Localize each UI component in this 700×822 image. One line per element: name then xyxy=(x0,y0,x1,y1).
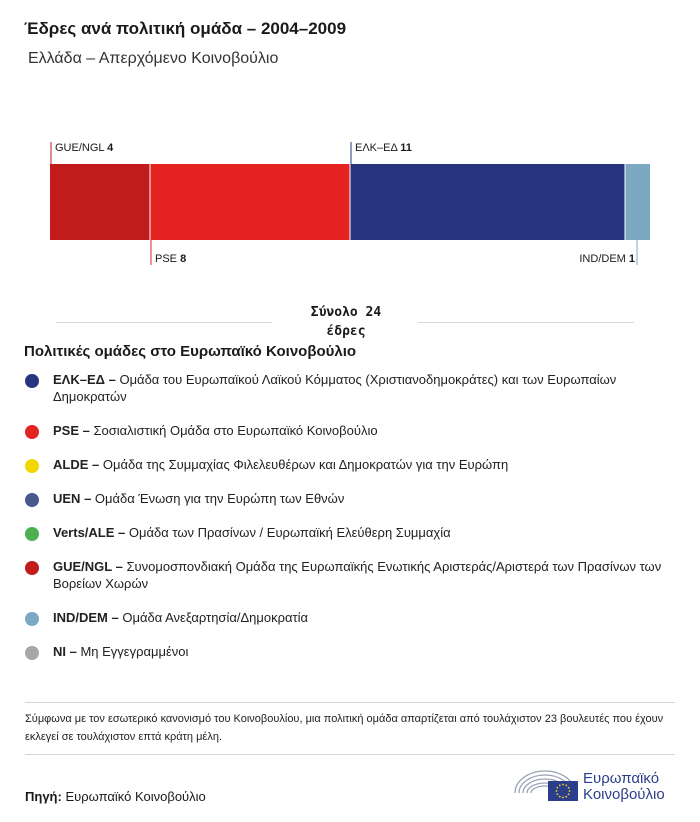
legend-desc: Σοσιαλιστική Ομάδα στο Ευρωπαϊκό Κοινοβούλιο xyxy=(93,423,378,438)
legend-item-pse: PSE – Σοσιαλιστική Ομάδα στο Ευρωπαϊκό Κοινοβούλιο xyxy=(25,422,665,439)
total-divider-right xyxy=(418,322,634,323)
legend-code: ALDE xyxy=(53,457,89,472)
legend-code: IND/DEM xyxy=(53,610,108,625)
legend-code: Verts/ALE xyxy=(53,525,115,540)
legend-desc: Ομάδα Ένωση για την Ευρώπη των Εθνών xyxy=(94,491,345,506)
source-label: Πηγή: xyxy=(25,789,62,804)
bar-segment-ελκ-εδ xyxy=(350,164,625,240)
stacked-seat-chart xyxy=(0,130,700,280)
legend-desc: Μη Εγγεγραμμένοι xyxy=(80,644,189,659)
legend xyxy=(25,371,665,660)
star-icon xyxy=(568,793,570,795)
alde-color-dot xyxy=(25,459,39,473)
logo-line1: Ευρωπαϊκό xyxy=(583,770,660,787)
star-icon xyxy=(562,797,564,799)
star-icon xyxy=(559,796,561,798)
legend-item-alde: ALDE – Ομάδα της Συμμαχίας Φιλελευθέρων και Δημοκρατών για την Ευρώπη xyxy=(25,456,665,473)
legend-item-uen: UEN – Ομάδα Ένωση για την Ευρώπη των Εθνών xyxy=(25,490,665,507)
legend-code: ΕΛΚ–ΕΔ xyxy=(53,372,105,387)
bar-segment-ind-dem xyxy=(625,164,650,240)
total-divider-left xyxy=(56,322,272,323)
legend-title: Πολιτικές ομάδες στο Ευρωπαϊκό Κοινοβούλιο xyxy=(24,343,357,360)
footnote: Σύμφωνα με τον εσωτερικό κανονισμό του Κοινοβουλίου, μια πολιτική ομάδα απαρτίζεται από τουλάχιστον 23 βουλευτές που έχουν εκλεγεί σε τουλάχιστον επτά κράτη μέλη. xyxy=(25,713,664,743)
legend-desc: Ομάδα των Πρασίνων / Ευρωπαϊκή Ελεύθερη Συμμαχία xyxy=(128,525,451,540)
legend-item-ni: NI – Μη Εγγεγραμμένοι xyxy=(25,643,665,660)
pse-color-dot xyxy=(25,425,39,439)
legend-item-verts-ale: Verts/ALE – Ομάδα των Πρασίνων / Ευρωπαϊκή Ελεύθερη Συμμαχία xyxy=(25,524,665,541)
source xyxy=(25,789,206,804)
european-parliament-logo[interactable] xyxy=(513,763,683,805)
logo-line2: Κοινοβούλιο xyxy=(583,786,665,803)
bar-segment-gue-ngl xyxy=(50,164,150,240)
epp-ed-color-dot xyxy=(25,374,39,388)
legend-item-gue-ngl: GUE/NGL – Συνομοσπονδιακή Ομάδα της Ευρωπαϊκής Ενωτικής Αριστεράς/Αριστερά των Πρασίνων των Βορείων Χωρών xyxy=(25,558,665,592)
legend-desc: Ομάδα της Συμμαχίας Φιλελευθέρων και Δημοκρατών για την Ευρώπη xyxy=(102,457,509,472)
star-icon xyxy=(556,787,558,789)
legend-item-epp-ed: ΕΛΚ–ΕΔ – Ομάδα του Ευρωπαϊκού Λαϊκού Κόμματος (Χριστιανοδημοκράτες) και των Ευρωπαίων Δημοκρατών xyxy=(25,371,665,405)
star-icon xyxy=(569,790,571,792)
legend-desc: Ομάδα Ανεξαρτησία/Δημοκρατία xyxy=(122,610,309,625)
ind-dem-color-dot xyxy=(25,612,39,626)
total-seats-line1: Σύνολο 24 xyxy=(310,305,382,320)
legend-code: GUE/NGL xyxy=(53,559,112,574)
chart-subtitle: Ελλάδα – Απερχόμενο Κοινοβούλιο xyxy=(28,50,279,67)
star-icon xyxy=(565,784,567,786)
star-icon xyxy=(562,784,564,786)
data-label-ελκ-εδ: ΕΛΚ–ΕΔ 11 xyxy=(355,142,412,154)
bar-segment-pse xyxy=(150,164,350,240)
total-seats xyxy=(274,303,418,341)
chart-title: Έδρες ανά πολιτική ομάδα – 2004–2009 xyxy=(24,19,347,38)
note-divider-top xyxy=(25,702,675,703)
star-icon xyxy=(565,796,567,798)
total-seats-line2: έδρες xyxy=(326,324,366,339)
parliament-emblem-icon xyxy=(513,763,579,805)
star-icon xyxy=(559,784,561,786)
verts-ale-color-dot xyxy=(25,527,39,541)
data-label-gue-ngl: GUE/NGL 4 xyxy=(55,142,114,154)
source-text: Ευρωπαϊκό Κοινοβούλιο xyxy=(65,789,206,804)
legend-desc: Συνομοσπονδιακή Ομάδα της Ευρωπαϊκής Ενωτικής Αριστεράς/Αριστερά των Πρασίνων των Βορείων Χωρών xyxy=(53,559,662,591)
legend-code: NI xyxy=(53,644,66,659)
star-icon xyxy=(556,793,558,795)
legend-item-ind-dem: IND/DEM – Ομάδα Ανεξαρτησία/Δημοκρατία xyxy=(25,609,665,626)
data-label-pse: PSE 8 xyxy=(155,253,187,265)
legend-code: PSE xyxy=(53,423,80,438)
data-label-ind-dem: IND/DEM 1 xyxy=(579,253,635,265)
star-icon xyxy=(568,787,570,789)
star-icon xyxy=(556,790,558,792)
ni-color-dot xyxy=(25,646,39,660)
gue-ngl-color-dot xyxy=(25,561,39,575)
note-divider-bottom xyxy=(25,754,675,755)
legend-code: UEN xyxy=(53,491,81,506)
logo-text xyxy=(583,771,665,803)
legend-desc: Ομάδα του Ευρωπαϊκού Λαϊκού Κόμματος (Χριστιανοδημοκράτες) και των Ευρωπαίων Δημοκρατών xyxy=(53,372,617,404)
uen-color-dot xyxy=(25,493,39,507)
